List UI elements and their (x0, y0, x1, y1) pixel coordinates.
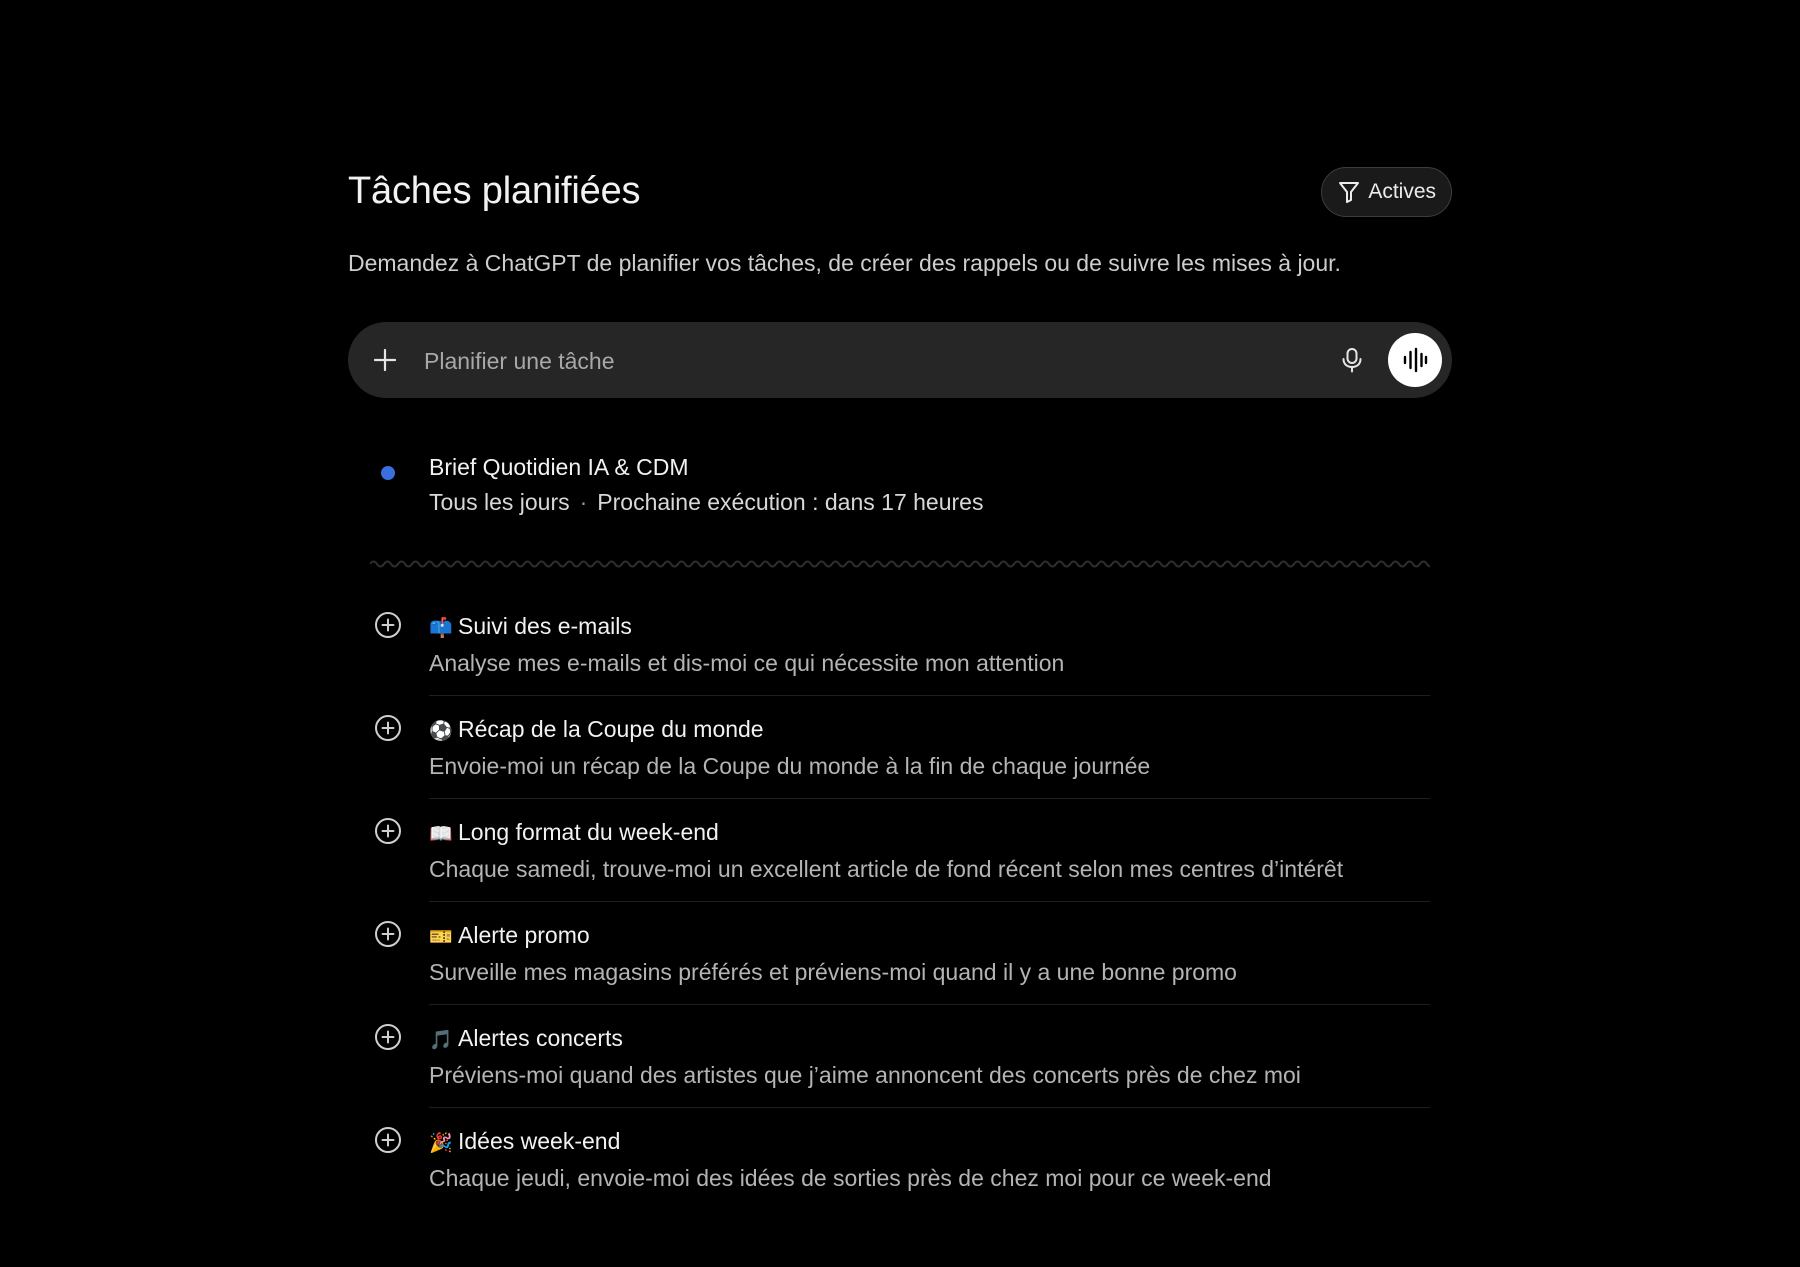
suggestion-description: Analyse mes e-mails et dis-moi ce qui nécessite mon attention (429, 650, 1065, 676)
suggestion-title (429, 611, 632, 643)
add-circle-icon[interactable] (374, 817, 402, 845)
filter-icon (1338, 180, 1360, 204)
add-circle-icon[interactable] (374, 1023, 402, 1051)
suggestion-emoji-icon: 🎉 (429, 1132, 453, 1154)
suggestion-emoji-icon: ⚽ (429, 720, 453, 742)
suggestion-description: Surveille mes magasins préférés et préviens-moi quand il y a une bonne promo (429, 959, 1237, 985)
suggestion-list (348, 611, 1452, 1229)
suggestion-title-text: Alertes concerts (458, 1025, 623, 1051)
suggestion-title-text: Long format du week-end (458, 819, 719, 845)
suggestion-title-text: Récap de la Coupe du monde (458, 716, 764, 742)
suggestion-description: Envoie-moi un récap de la Coupe du monde à la fin de chaque journée (429, 753, 1151, 779)
suggestion-description: Chaque jeudi, envoie-moi des idées de sorties près de chez moi pour ce week-end (429, 1165, 1272, 1191)
voice-mode-button[interactable] (1388, 333, 1442, 387)
divider (429, 798, 1430, 799)
waveform-icon (1401, 346, 1429, 374)
divider (429, 1107, 1430, 1108)
suggestion-title-text: Idées week-end (458, 1128, 621, 1154)
suggestion-emoji-icon: 📖 (429, 823, 453, 845)
page-subtitle: Demandez à ChatGPT de planifier vos tâches, de créer des rappels ou de suivre les mises à jour. (348, 250, 1341, 276)
suggestion-emoji-icon: 🎫 (429, 926, 453, 948)
active-task-title: Brief Quotidien IA & CDM (429, 454, 689, 480)
suggestion-item[interactable] (348, 920, 1452, 1023)
suggestion-title-text: Alerte promo (458, 922, 590, 948)
suggestion-item[interactable] (348, 1126, 1452, 1229)
add-attachment-icon[interactable] (372, 347, 398, 373)
suggestion-title-text: Suivi des e-mails (458, 613, 632, 639)
add-circle-icon[interactable] (374, 1126, 402, 1154)
suggestion-item[interactable] (348, 714, 1452, 817)
active-task-item[interactable] (348, 452, 1452, 524)
suggestion-emoji-icon: 🎵 (429, 1029, 453, 1051)
add-circle-icon[interactable] (374, 611, 402, 639)
divider (429, 901, 1430, 902)
wavy-divider (370, 558, 1430, 570)
add-circle-icon[interactable] (374, 714, 402, 742)
microphone-icon[interactable] (1338, 346, 1366, 374)
suggestion-description: Chaque samedi, trouve-moi un excellent article de fond récent selon mes centres d’intérêt (429, 856, 1344, 882)
active-task-next-run: Prochaine exécution : dans 17 heures (597, 489, 984, 515)
suggestion-item[interactable] (348, 817, 1452, 920)
filter-button[interactable] (1321, 167, 1452, 217)
task-composer (348, 322, 1452, 398)
suggestion-emoji-icon: 📫 (429, 617, 453, 639)
add-circle-icon[interactable] (374, 920, 402, 948)
divider (429, 695, 1430, 696)
suggestion-title (429, 817, 719, 849)
header (348, 160, 1452, 222)
meta-separator: · (579, 489, 588, 515)
suggestion-title (429, 920, 590, 952)
page-title: Tâches planifiées (348, 170, 641, 212)
active-status-dot (381, 466, 395, 480)
suggestion-title (429, 714, 764, 746)
scheduled-tasks-page (348, 160, 1452, 1229)
active-task-meta (429, 487, 983, 517)
suggestion-item[interactable] (348, 1023, 1452, 1126)
divider (429, 1004, 1430, 1005)
filter-label: Actives (1368, 180, 1436, 203)
suggestion-item[interactable] (348, 611, 1452, 714)
suggestion-title (429, 1023, 623, 1055)
suggestion-description: Préviens-moi quand des artistes que j’aime annoncent des concerts près de chez moi (429, 1062, 1301, 1088)
active-task-frequency: Tous les jours (429, 489, 570, 515)
schedule-task-input[interactable] (422, 340, 1286, 382)
suggestion-title (429, 1126, 620, 1158)
